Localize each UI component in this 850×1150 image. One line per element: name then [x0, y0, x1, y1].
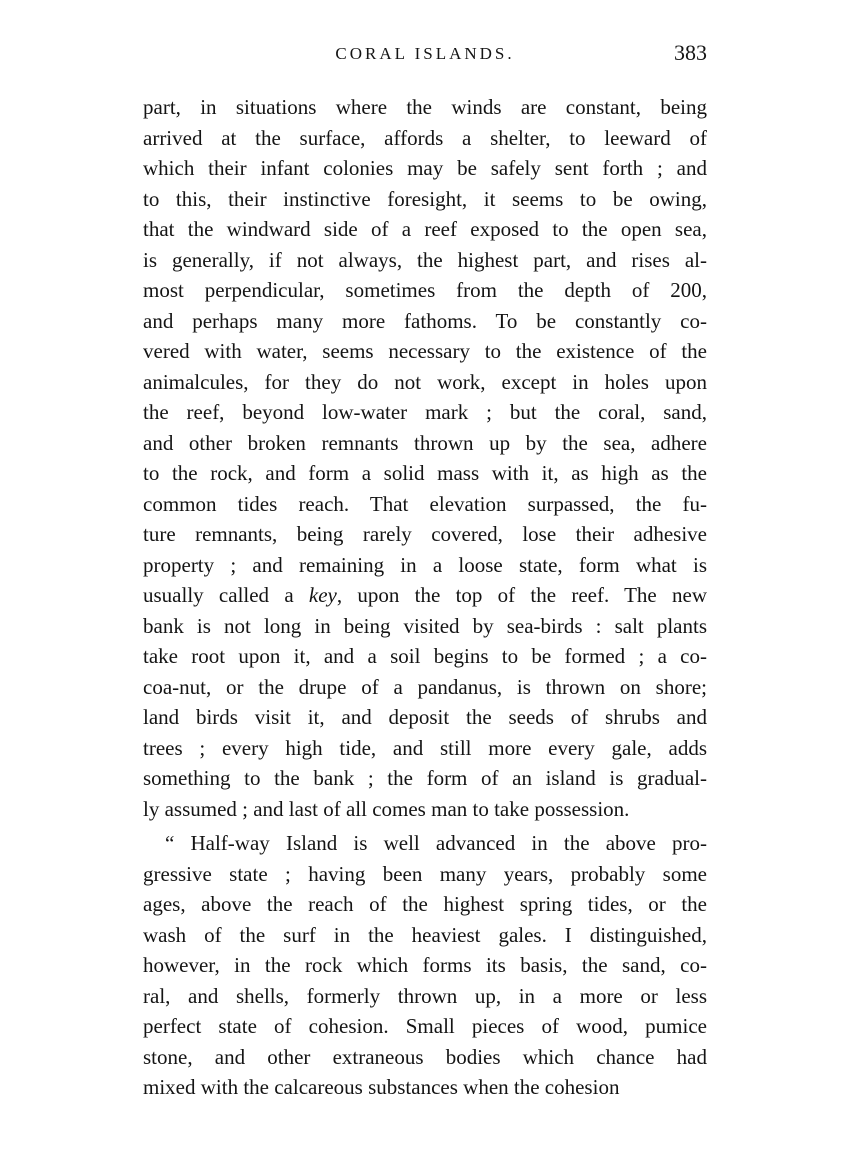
paragraph: [143, 828, 707, 1103]
text-line: and perhaps many more fathoms. To be constantly co-: [143, 308, 707, 333]
text-line: part, in situations where the winds are constant, being: [143, 95, 707, 119]
text-line: ly assumed ; and last of all comes man to take possession.: [143, 796, 630, 821]
text-line: animalcules, for they do not work, except in holes upon: [143, 369, 707, 394]
text-line: bank is not long in being visited by sea-birds : salt plants: [143, 613, 707, 638]
text-line: the reef, beyond low-water mark ; but the coral, sand,: [143, 400, 707, 424]
text-line: gressive state ; having been many years, probably some: [143, 861, 707, 886]
text-line: ral, and shells, formerly thrown up, in a more or less: [143, 983, 707, 1008]
text-line: is generally, if not always, the highest part, and rises al-: [143, 247, 707, 272]
text-line: vered with water, seems necessary to the existence of the: [143, 339, 707, 363]
body-text: [143, 92, 707, 1103]
text-line: to this, their instinctive foresight, it seems to be owing,: [143, 186, 707, 211]
text-line: coa-nut, or the drupe of a pandanus, is thrown on shore;: [143, 674, 707, 699]
text-line: wash of the surf in the heaviest gales. I distinguished,: [143, 922, 707, 947]
running-title: CORAL ISLANDS.: [335, 44, 515, 63]
paragraph: [143, 92, 707, 824]
text-line: mixed with the calcareous substances when the cohesion: [143, 1075, 620, 1099]
text-line: that the windward side of a reef exposed to the open sea,: [143, 217, 707, 241]
text-line: and other broken remnants thrown up by the sea, adhere: [143, 430, 707, 455]
text-line: to the rock, and form a solid mass with it, as high as the: [143, 461, 707, 485]
text-line: something to the bank ; the form of an island is gradual-: [143, 766, 707, 790]
text-line: however, in the rock which forms its basis, the sand, co-: [143, 953, 707, 977]
text-line: “ Half-way Island is well advanced in the above pro-: [165, 831, 707, 855]
text-line: land birds visit it, and deposit the seeds of shrubs and: [143, 705, 707, 729]
text-line: trees ; every high tide, and still more every gale, adds: [143, 735, 707, 760]
text-line: which their infant colonies may be safely sent forth ; and: [143, 156, 707, 180]
text-line: arrived at the surface, affords a shelter, to leeward of: [143, 125, 707, 150]
text-line: most perpendicular, sometimes from the depth of 200,: [143, 278, 707, 302]
text-line: usually called a key, upon the top of the reef. The new: [143, 583, 707, 607]
page-number: 383: [674, 40, 707, 65]
text-line: perfect state of cohesion. Small pieces of wood, pumice: [143, 1014, 707, 1038]
text-line: take root upon it, and a soil begins to be formed ; a co-: [143, 644, 707, 668]
page-header: [143, 40, 707, 80]
text-line: ages, above the reach of the highest spring tides, or the: [143, 892, 707, 916]
text-line: common tides reach. That elevation surpassed, the fu-: [143, 491, 707, 516]
text-line: ture remnants, being rarely covered, lose their adhesive: [143, 522, 707, 546]
text-line: stone, and other extraneous bodies which chance had: [143, 1044, 707, 1069]
text-line: property ; and remaining in a loose state, form what is: [143, 552, 707, 577]
